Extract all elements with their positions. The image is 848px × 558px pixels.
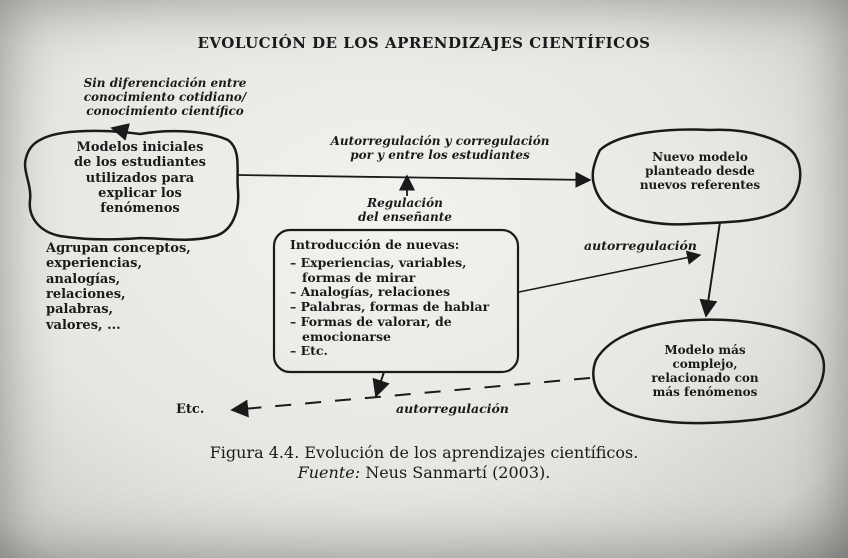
text-line: explicar los (98, 185, 182, 201)
label-agrupan (46, 241, 191, 333)
text-line: Autorregulación y corregulación (330, 134, 550, 148)
label-introduccion (290, 238, 489, 359)
text-line: fenómenos (100, 201, 180, 217)
text-line: por y entre los estudiantes (350, 148, 530, 163)
label-autorregulacion-corregulacion (300, 134, 580, 162)
figure-source (0, 463, 848, 482)
list-item: – Formas de valorar, de (290, 313, 452, 329)
arrow-introduccion-to-nuevo (519, 255, 700, 292)
text-line: planteado desde (645, 164, 755, 179)
label-regulacion-ensenante (340, 196, 470, 224)
text-line: del enseñante (358, 210, 452, 225)
list-item: – Etc. (290, 343, 328, 359)
source-text: Neus Sanmartí (2003). (360, 463, 551, 482)
text-line: conocimiento cotidiano/ (83, 90, 247, 105)
text-line: experiencias, (46, 256, 143, 272)
text-line: relacionado con (651, 371, 759, 386)
text-line: Modelos iniciales (76, 140, 204, 155)
list-item: emocionarse (302, 328, 391, 344)
text-line: analogías, (46, 271, 121, 287)
text-line: relaciones, (46, 286, 126, 302)
list-item: formas de mirar (302, 269, 416, 285)
label-modelos-iniciales (50, 140, 230, 217)
text-line: Agrupan conceptos, (46, 241, 191, 256)
label-autorregulacion-bottom: autorregulación (396, 401, 509, 416)
arrow-nuevo-to-complejo (706, 222, 720, 316)
text-line: valores, ... (46, 317, 121, 333)
label-sin-diferenciacion (60, 76, 270, 118)
source-label: Fuente: (297, 463, 361, 482)
arrow-introduccion-down (376, 372, 384, 396)
arrow-modelos-to-nuevo (238, 175, 590, 180)
text-line: conocimiento científico (86, 104, 244, 119)
text-line: Modelo más (664, 343, 746, 357)
text-line: Nuevo modelo (652, 150, 748, 164)
text-line: palabras, (46, 302, 114, 318)
text-line: nuevos referentes (639, 178, 761, 193)
label-autorregulacion-right: autorregulación (584, 238, 697, 253)
list-item: – Palabras, formas de hablar (290, 299, 490, 314)
label-modelo-complejo (610, 343, 800, 400)
text-line: de los estudiantes (74, 155, 206, 171)
label-nuevo-modelo (610, 150, 790, 192)
list-item: – Experiencias, variables, (290, 254, 467, 270)
figure-caption: Figura 4.4. Evolución de los aprendizajes científicos. (209, 443, 639, 462)
diagram-title: EVOLUCIÓN DE LOS APRENDIZAJES CIENTÍFICOS (197, 34, 651, 52)
text-line: Regulación (367, 196, 443, 210)
list-item: – Analogías, relaciones (290, 284, 451, 300)
text-line: más fenómenos (652, 385, 758, 400)
introduccion-heading: Introducción de nuevas: (290, 237, 460, 252)
label-etc: Etc. (176, 402, 205, 417)
text-line: Sin diferenciación entre (83, 76, 247, 90)
text-line: utilizados para (85, 170, 195, 186)
text-line: complejo, (672, 357, 738, 372)
